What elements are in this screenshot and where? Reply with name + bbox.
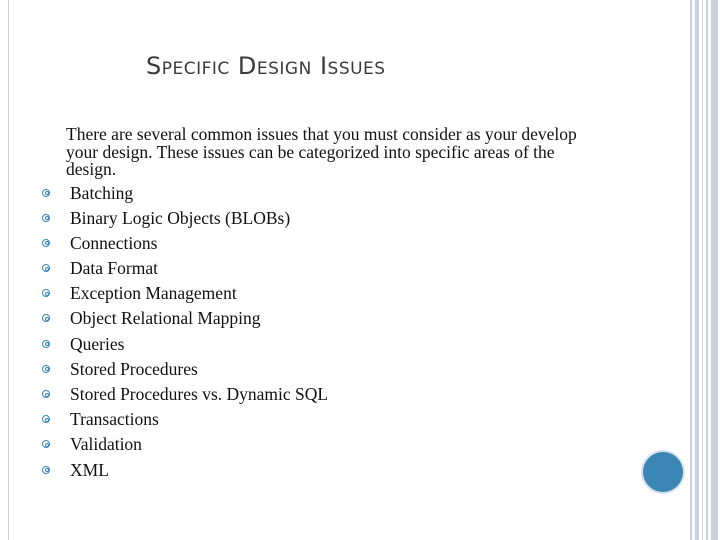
list-item-label: Binary Logic Objects (BLOBs) xyxy=(70,207,291,228)
list-item-label: Object Relational Mapping xyxy=(70,308,261,329)
right-border-line-3 xyxy=(702,0,703,540)
bullet-icon xyxy=(42,289,50,297)
list-item xyxy=(42,206,602,231)
bullet-icon xyxy=(42,214,50,222)
decorative-circle xyxy=(641,450,685,494)
bullet-icon xyxy=(42,466,50,474)
list-item xyxy=(42,281,602,306)
bullet-icon xyxy=(42,239,50,247)
slide-title: Specific Design Issues xyxy=(146,52,386,80)
right-border-line-4 xyxy=(706,0,708,540)
list-item xyxy=(42,306,602,331)
list-item xyxy=(42,382,602,407)
bullet-icon xyxy=(42,415,50,423)
list-item-label: Connections xyxy=(70,232,158,253)
list-item xyxy=(42,357,602,382)
list-item-label: Batching xyxy=(70,182,134,203)
bullet-icon xyxy=(42,340,50,348)
right-border-line-2 xyxy=(695,0,699,540)
right-border-line-1 xyxy=(690,0,692,540)
list-item-label: Data Format xyxy=(70,258,158,279)
list-item-label: Queries xyxy=(70,333,125,354)
list-item xyxy=(42,332,602,357)
right-border-line-5 xyxy=(711,0,718,540)
list-item xyxy=(42,181,602,206)
bullet-icon xyxy=(42,264,50,272)
bullet-icon xyxy=(42,440,50,448)
left-rule xyxy=(8,0,9,540)
list-item-label: Transactions xyxy=(70,409,159,430)
intro-text: There are several common issues that you must consider as your develop your design. These issues can be categorized into specific areas of the design. xyxy=(66,124,577,179)
list-item-label: Exception Management xyxy=(70,283,237,304)
list-item-label: Validation xyxy=(70,434,142,455)
list-item xyxy=(42,407,602,432)
bullet-icon xyxy=(42,390,50,398)
list-item-label: Stored Procedures xyxy=(70,358,198,379)
bullet-icon xyxy=(42,365,50,373)
list-item xyxy=(42,458,602,483)
list-item xyxy=(42,256,602,281)
slide-content xyxy=(42,126,602,483)
bullet-icon xyxy=(42,314,50,322)
list-item xyxy=(42,432,602,457)
bullet-list xyxy=(42,181,602,483)
list-item-label: Stored Procedures vs. Dynamic SQL xyxy=(70,384,329,404)
bullet-icon xyxy=(42,189,50,197)
list-item-label: XML xyxy=(70,459,109,480)
list-item xyxy=(42,231,602,256)
